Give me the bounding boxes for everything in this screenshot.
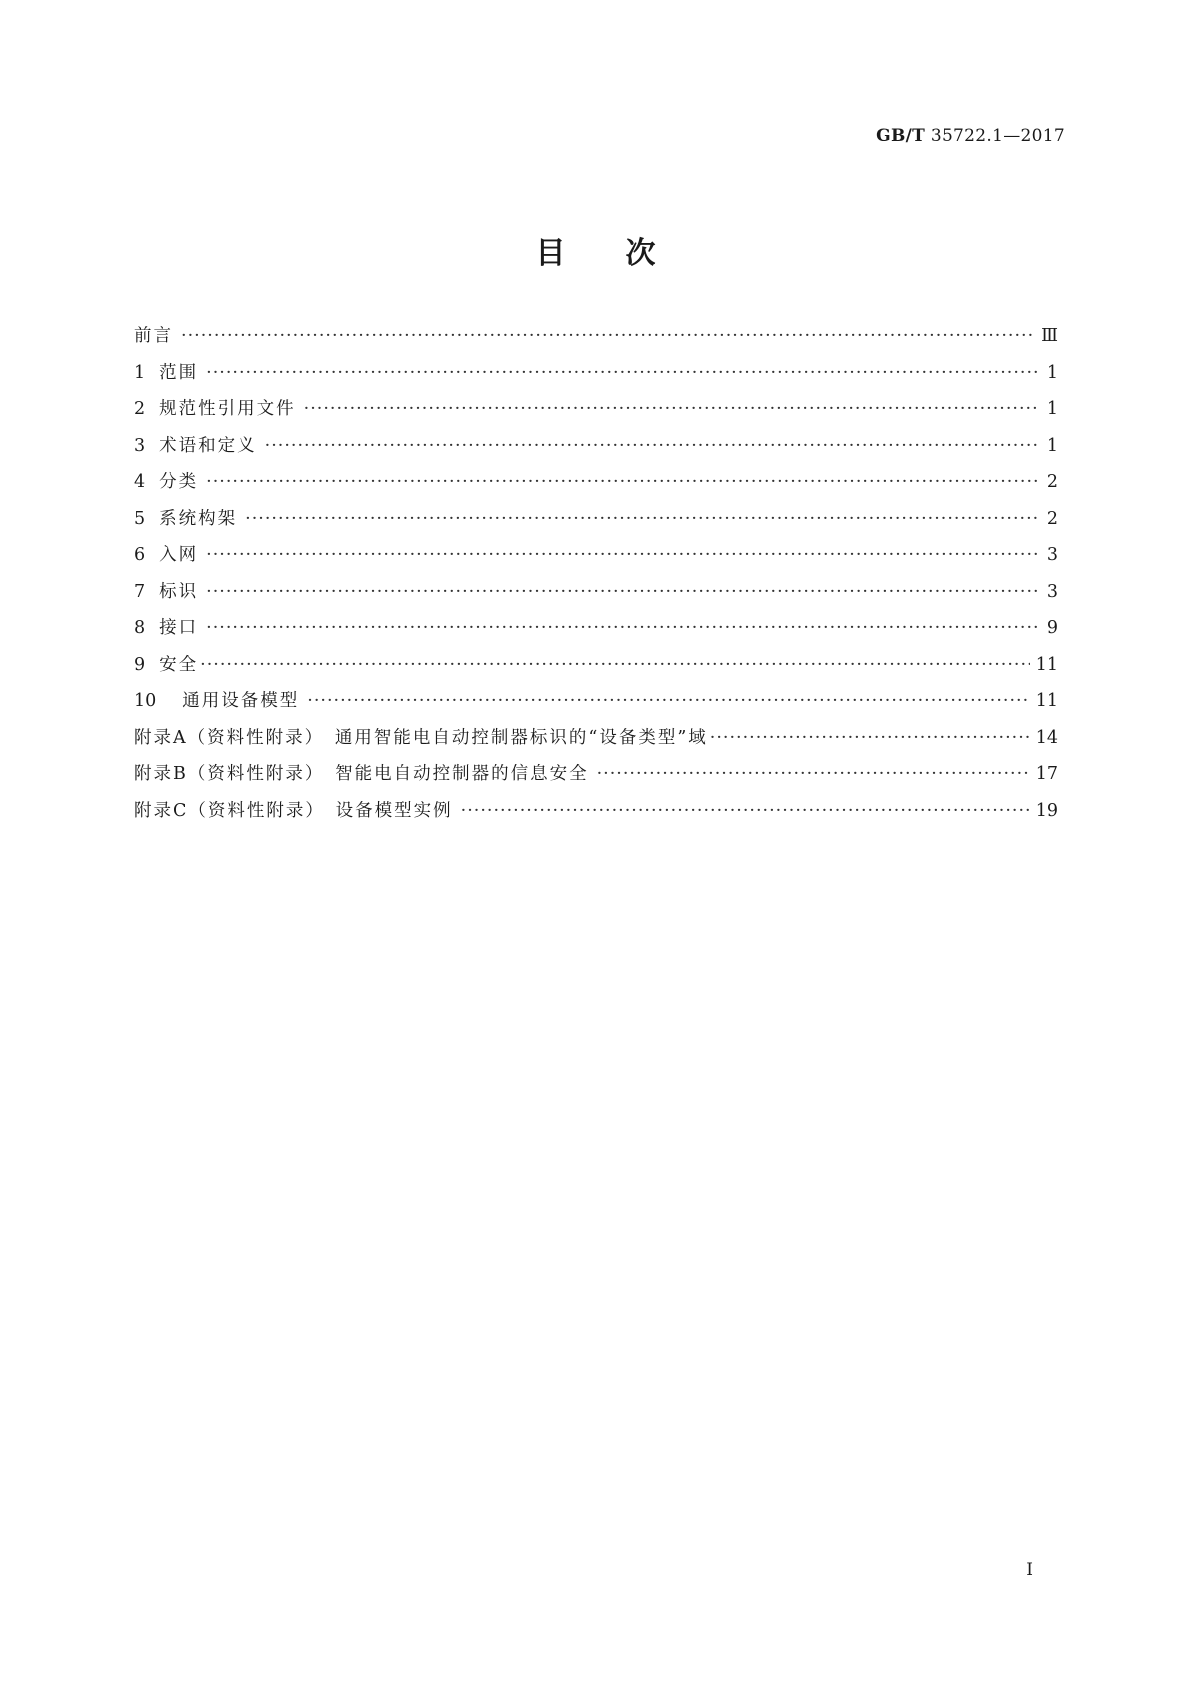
- toc-entry-title: 标识: [159, 581, 199, 602]
- toc-entry-number: 6: [134, 545, 146, 565]
- toc-entry-number: 10: [134, 691, 157, 711]
- toc-entry-page: 14: [1035, 727, 1058, 748]
- toc-entry-6[interactable]: [134, 541, 1058, 578]
- toc-entry-page: 3: [1046, 581, 1058, 602]
- toc-entry-page: Ⅲ: [1041, 326, 1058, 346]
- toc-entry-title: 前言: [134, 326, 173, 346]
- toc-entry-number: 8: [134, 618, 146, 638]
- toc-entry-annex-a[interactable]: [134, 724, 1058, 761]
- standard-number: [876, 126, 1065, 146]
- toc-entry-page: 9: [1046, 618, 1058, 638]
- page-number: I: [1026, 1560, 1033, 1580]
- toc-dot-leader: [200, 655, 1030, 675]
- toc-entry-page: 2: [1046, 508, 1058, 529]
- toc-entry-9[interactable]: [134, 651, 1058, 688]
- toc-dot-leader: [265, 436, 1038, 456]
- toc-entry-title: 通用设备模型: [182, 691, 300, 711]
- toc-entry-page: 1: [1046, 362, 1058, 383]
- table-of-contents: [134, 322, 1058, 833]
- toc-entry-3[interactable]: [134, 432, 1058, 469]
- toc-entry-page: 3: [1046, 545, 1058, 565]
- toc-dot-leader: [206, 618, 1038, 638]
- toc-entry-title: 术语和定义: [159, 435, 257, 456]
- toc-entry-title: 入网: [159, 545, 199, 565]
- toc-dot-leader: [710, 728, 1030, 748]
- toc-entry-number: 1: [134, 362, 146, 383]
- toc-entry-number: 5: [134, 508, 146, 529]
- toc-entry-page: 11: [1035, 654, 1058, 675]
- toc-dot-leader: [597, 764, 1030, 784]
- toc-dot-leader: [245, 509, 1038, 529]
- toc-entry-title: 安全: [159, 654, 199, 675]
- toc-dot-leader: [304, 399, 1038, 419]
- toc-entry-title: 范围: [159, 362, 199, 383]
- standard-code: 35722.1—2017: [930, 126, 1065, 146]
- toc-dot-leader: [206, 582, 1038, 602]
- toc-entry-title: 附录B（资料性附录） 智能电自动控制器的信息安全: [134, 764, 589, 784]
- toc-entry-page: 1: [1046, 399, 1058, 419]
- toc-entry-4[interactable]: [134, 468, 1058, 505]
- toc-entry-7[interactable]: [134, 578, 1058, 615]
- toc-entry-10[interactable]: [134, 687, 1058, 724]
- toc-entry-foreword[interactable]: [134, 322, 1058, 359]
- toc-dot-leader: [206, 472, 1038, 492]
- toc-entry-page: 2: [1046, 472, 1058, 492]
- toc-entry-number: 4: [134, 472, 146, 492]
- toc-entry-title: 规范性引用文件: [159, 399, 296, 419]
- toc-entry-title: 附录A（资料性附录） 通用智能电自动控制器标识的“设备类型”域: [134, 727, 708, 748]
- toc-entry-number: 3: [134, 435, 146, 456]
- toc-entry-page: 17: [1035, 764, 1058, 784]
- page-title: 目 次: [535, 236, 656, 271]
- toc-dot-leader: [181, 326, 1035, 346]
- toc-entry-page: 11: [1035, 691, 1058, 711]
- toc-dot-leader: [206, 545, 1038, 565]
- toc-entry-title: 接口: [159, 618, 199, 638]
- toc-entry-annex-c[interactable]: [134, 797, 1058, 834]
- toc-dot-leader: [461, 801, 1030, 821]
- standard-prefix: GB/T: [876, 126, 926, 146]
- toc-entry-title: 系统构架: [159, 508, 238, 529]
- toc-entry-page: 19: [1035, 800, 1058, 821]
- toc-entry-8[interactable]: [134, 614, 1058, 651]
- toc-dot-leader: [307, 691, 1029, 711]
- toc-dot-leader: [206, 363, 1038, 383]
- toc-entry-annex-b[interactable]: [134, 760, 1058, 797]
- toc-entry-2[interactable]: [134, 395, 1058, 432]
- toc-entry-page: 1: [1046, 435, 1058, 456]
- toc-entry-title: 附录C（资料性附录） 设备模型实例: [134, 800, 453, 821]
- toc-entry-number: 7: [134, 581, 146, 602]
- toc-entry-number: 2: [134, 399, 146, 419]
- toc-entry-1[interactable]: [134, 359, 1058, 396]
- toc-entry-5[interactable]: [134, 505, 1058, 542]
- toc-entry-number: 9: [134, 654, 146, 675]
- toc-entry-title: 分类: [159, 472, 199, 492]
